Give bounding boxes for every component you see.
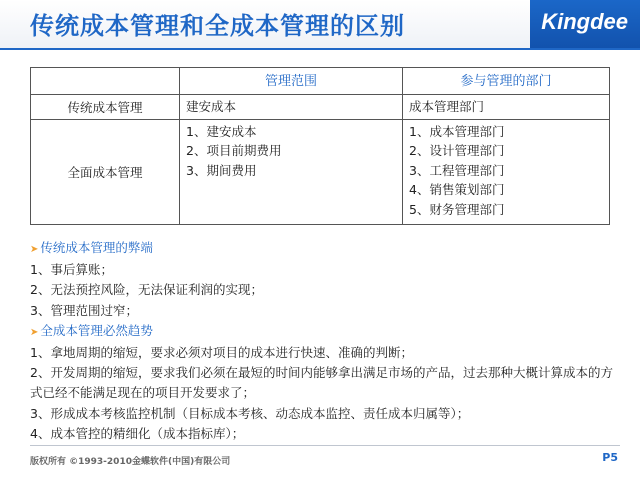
dept-item: 1、成本管理部门 — [409, 123, 505, 139]
dept-item: 5、财务管理部门 — [409, 201, 505, 217]
arrow-bullet-icon: ➤ — [30, 326, 39, 338]
table-header-cell — [31, 68, 180, 95]
section-heading — [30, 321, 620, 343]
dept-item: 成本管理部门 — [409, 99, 485, 114]
section-heading-text: 全成本管理必然趋势 — [40, 322, 153, 338]
comparison-table — [30, 67, 610, 225]
scope-cell — [180, 119, 403, 224]
slide-title: 传统成本管理和全成本管理的区别 — [30, 12, 405, 40]
scope-item: 建安成本 — [186, 99, 237, 114]
logo-box — [530, 0, 640, 48]
copyright-text: 版权所有 ©1993-2010金蝶软件(中国)有限公司 — [30, 457, 231, 467]
page-number: P5 — [602, 451, 618, 464]
list-item: 2、无法预控风险，无法保证利润的实现； — [30, 282, 263, 298]
section-heading — [30, 238, 620, 260]
scope-item: 3、期间费用 — [186, 162, 257, 178]
table-header-cell: 管理范围 — [180, 68, 403, 95]
dept-item: 4、销售策划部门 — [409, 182, 505, 197]
table-row — [31, 119, 610, 224]
scope-item: 2、项目前期费用 — [186, 143, 282, 158]
kingdee-logo: Kingdee — [541, 9, 628, 34]
table-row — [31, 95, 610, 120]
dept-item: 2、设计管理部门 — [409, 143, 505, 158]
table-header-row — [31, 68, 610, 95]
dept-cell — [403, 119, 610, 224]
list-item: 2、开发周期的缩短，要求我们必须在最短的时间内能够拿出满足市场的产品，过去那种大概计算成本的方式已经不能满足现在的项目开发要求了； — [30, 365, 613, 401]
footer-divider — [30, 445, 620, 446]
dept-item: 3、工程管理部门 — [409, 162, 505, 178]
slide-header — [0, 0, 640, 50]
list-item: 4、成本管控的精细化（成本指标库）； — [30, 425, 245, 441]
table-header-cell: 参与管理的部门 — [403, 68, 610, 95]
row-label: 传统成本管理 — [31, 95, 180, 120]
scope-cell — [180, 95, 403, 120]
row-label: 全面成本管理 — [31, 119, 180, 224]
list-item: 1、拿地周期的缩短，要求必须对项目的成本进行快速、准确的判断； — [30, 345, 413, 361]
list-item: 3、管理范围过窄； — [30, 302, 138, 318]
section-heading-text: 传统成本管理的弊端 — [40, 240, 153, 255]
list-item: 3、形成成本考核监控机制（目标成本考核、动态成本监控、责任成本归属等）； — [30, 405, 470, 421]
header-divider — [0, 48, 640, 50]
list-item: 1、事后算账； — [30, 262, 113, 278]
scope-item: 1、建安成本 — [186, 123, 257, 139]
arrow-bullet-icon: ➤ — [30, 244, 39, 255]
body-text — [30, 238, 620, 444]
dept-cell — [403, 95, 610, 120]
